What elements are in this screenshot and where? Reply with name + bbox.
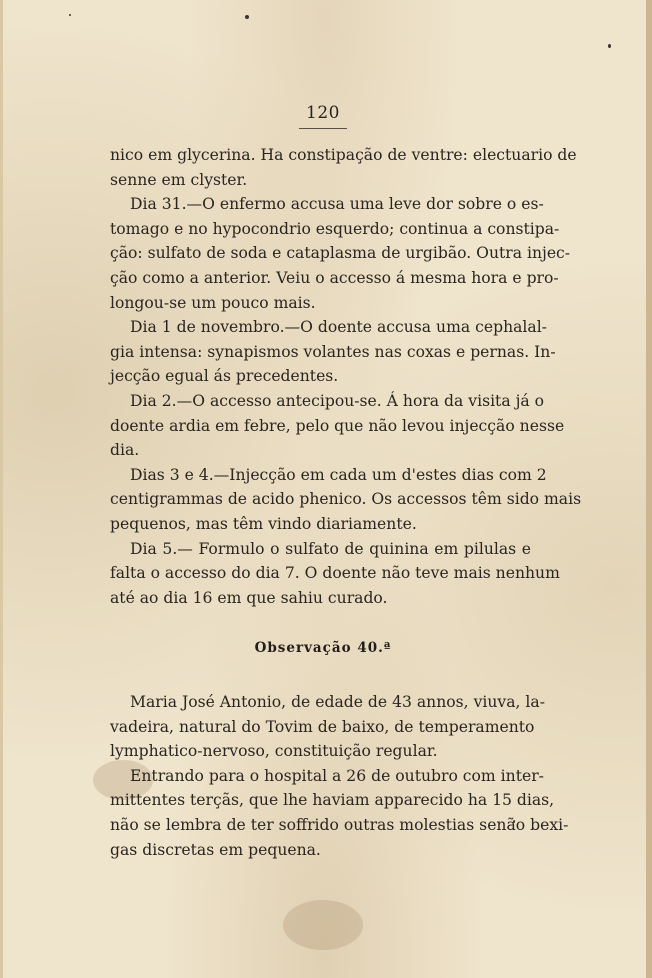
text-line: mittentes terçãs, que lhe haviam apparecido ha 15 dias,	[110, 791, 555, 810]
page-number: 120	[306, 103, 340, 123]
ink-speck	[245, 15, 249, 19]
text-line: Maria José Antonio, de edade de 43 annos, viuva, la-	[130, 693, 545, 711]
text-line: Dia 5.— Formulo o sulfato de quinina em pilulas e	[130, 539, 531, 558]
text-line: Dia 2.—O accesso antecipou-se. Á hora da visita já o	[130, 391, 545, 410]
text-line: ção como a anterior. Veiu o accesso á mesma hora e pro-	[110, 268, 559, 287]
text-line: até ao dia 16 em que sahiu curado.	[110, 588, 388, 607]
text-line: centigrammas de acido phenico. Os accessos têm sido mais	[110, 490, 582, 509]
case-notes-text	[110, 143, 582, 610]
text-line: jecção egual ás precedentes.	[110, 367, 339, 386]
text-line: gia intensa: synapismos volantes nas coxas e pernas. In-	[110, 342, 556, 361]
text-line: longou-se um pouco mais.	[110, 293, 316, 312]
text-line: Entrando para o hospital a 26 de outubro com inter-	[130, 766, 544, 785]
text-line: doente ardia em febre, pelo que não levou injecção nesse	[110, 416, 565, 435]
paper-stain	[283, 900, 363, 950]
text-line: senne em clyster.	[110, 170, 248, 189]
text-line: tomago e no hypocondrio esquerdo; continua a constipa-	[110, 219, 560, 238]
text-line: pequenos, mas têm vindo diariamente.	[110, 514, 417, 533]
text-line: Dia 1 de novembro.—O doente accusa uma cephalal-	[130, 318, 547, 337]
text-line: vadeira, natural do Tovim de baixo, de temperamento	[110, 717, 535, 736]
text-line: gas discretas em pequena.	[110, 840, 321, 859]
text-line: lymphatico-nervoso, constituição regular.	[110, 742, 438, 761]
text-line: Dias 3 e 4.—Injecção em cada um d'estes dias com 2	[130, 465, 547, 484]
text-line: Dia 31.—O enfermo accusa uma leve dor sobre o es-	[130, 195, 544, 214]
text-line: não se lembra de ter soffrido outras molestias senão bexi-	[110, 815, 569, 834]
page-number-rule	[299, 128, 347, 129]
text-line: falta o accesso do dia 7. O doente não teve mais nenhum	[110, 564, 560, 583]
ink-speck	[69, 14, 71, 16]
text-line: nico em glycerina. Ha constipação de ventre: electuario de	[110, 146, 577, 164]
ink-speck	[608, 44, 611, 48]
case-observation-text	[110, 690, 569, 862]
text-line: dia.	[110, 441, 140, 460]
text-line: ção: sulfato de soda e cataplasma de urgibão. Outra injec-	[110, 244, 571, 263]
section-heading: Observação 40.ª	[254, 640, 392, 656]
